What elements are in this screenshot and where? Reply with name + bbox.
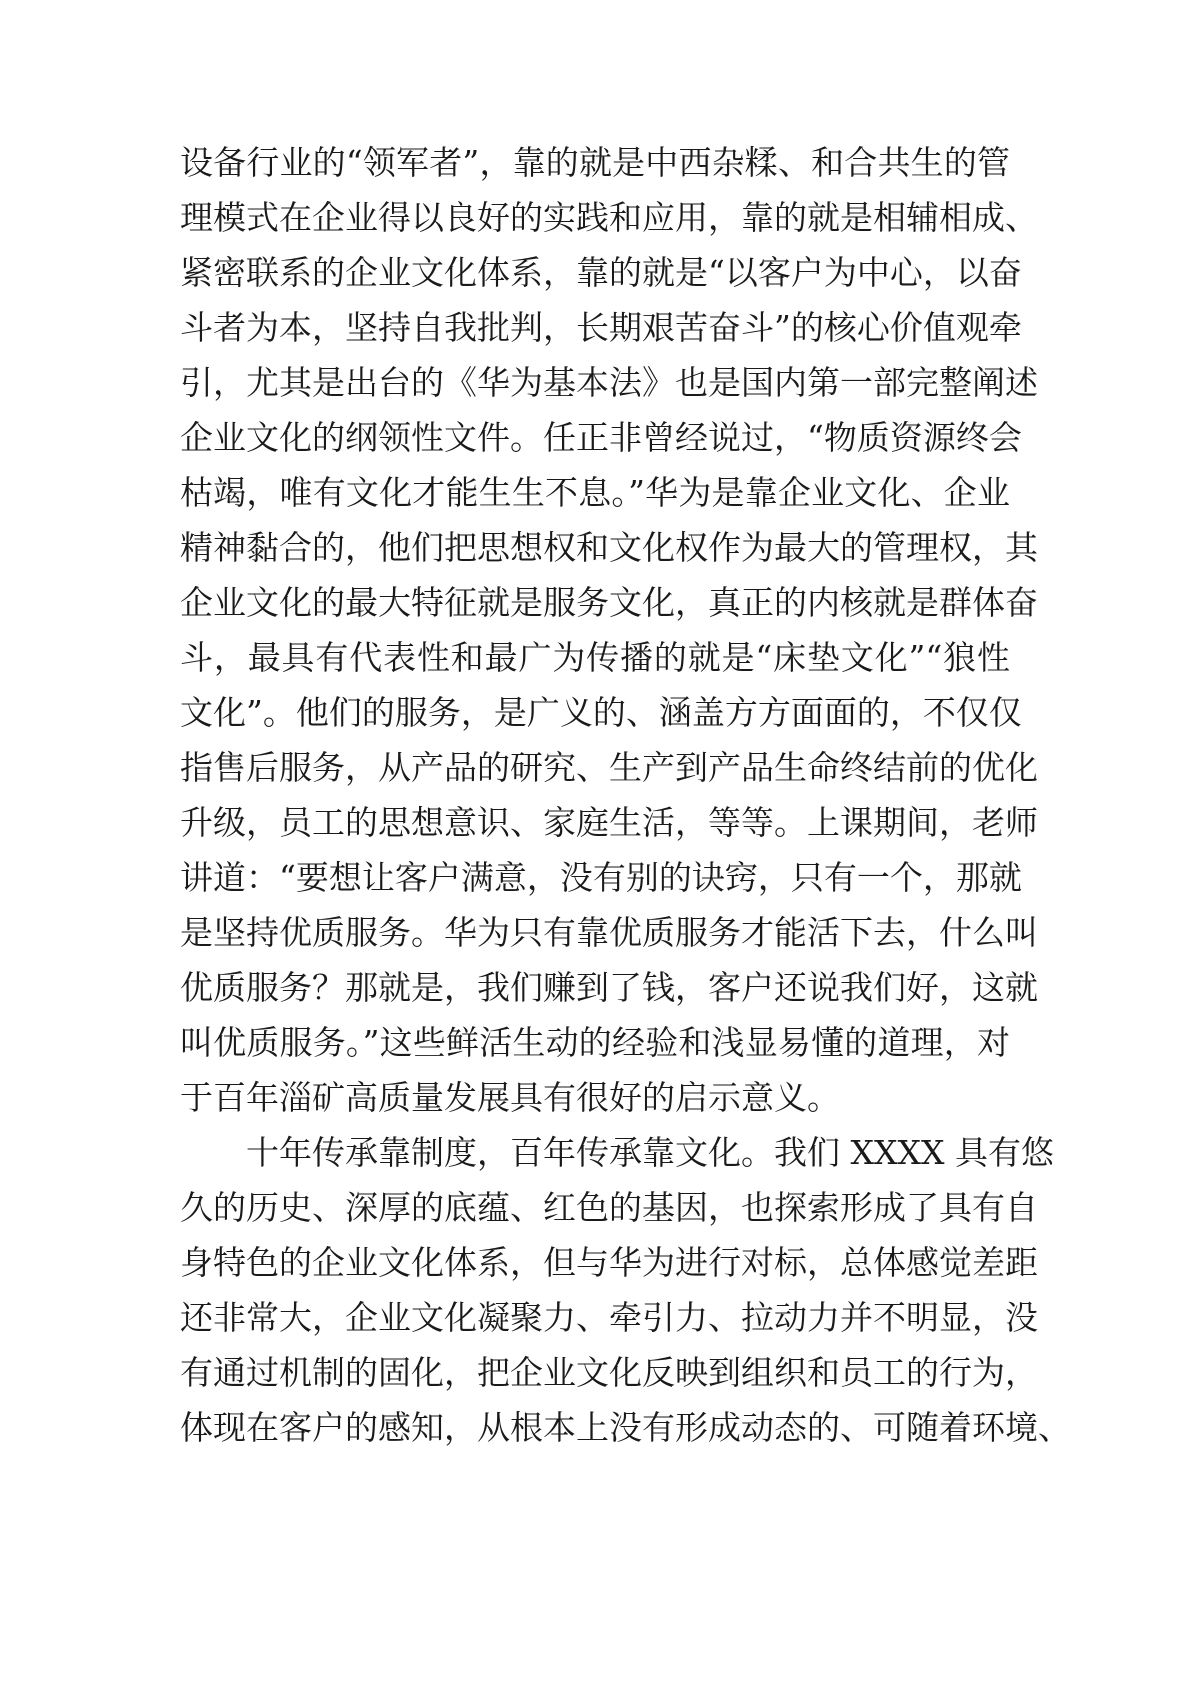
- text-line: 久的历史、深厚的底蕴、红色的基因，也探索形成了具有自: [180, 1188, 1038, 1227]
- text-line: 叫优质服务。”这些鲜活生动的经验和浅显易懂的道理，对: [180, 1023, 1010, 1062]
- text-line: 升级，员工的思想意识、家庭生活，等等。上课期间，老师: [180, 803, 1038, 842]
- text-line: 优质服务？那就是，我们赚到了钱，客户还说我们好，这就: [180, 968, 1038, 1007]
- text-line: 有通过机制的固化，把企业文化反映到组织和员工的行为，: [180, 1353, 1038, 1392]
- text-line: 于百年淄矿高质量发展具有很好的启示意义。: [180, 1078, 840, 1117]
- text-line: 引，尤其是出台的《华为基本法》也是国内第一部完整阐述: [180, 363, 1038, 402]
- text-line: 企业文化的最大特征就是服务文化，真正的内核就是群体奋: [180, 583, 1038, 622]
- text-line: 身特色的企业文化体系，但与华为进行对标，总体感觉差距: [180, 1243, 1038, 1282]
- text-line: 精神黏合的，他们把思想权和文化权作为最大的管理权，其: [180, 528, 1038, 567]
- text-line: 还非常大，企业文化凝聚力、牵引力、拉动力并不明显，没: [180, 1298, 1038, 1337]
- text-line: 斗者为本，坚持自我批判，长期艰苦奋斗”的核心价值观牵: [180, 308, 1022, 347]
- text-line: 设备行业的“领军者”，靠的就是中西杂糅、和合共生的管: [180, 143, 1010, 182]
- text-line: 斗，最具有代表性和最广为传播的就是“床垫文化”“狼性: [180, 638, 1010, 677]
- text-line: 是坚持优质服务。华为只有靠优质服务才能活下去，什么叫: [180, 913, 1038, 952]
- text-line: 讲道：“要想让客户满意，没有别的诀窍，只有一个，那就: [180, 858, 1022, 897]
- text-line: 枯竭，唯有文化才能生生不息。”华为是靠企业文化、企业: [180, 473, 1010, 512]
- text-line: 十年传承靠制度，百年传承靠文化。我们 XXXX 具有悠: [246, 1133, 1054, 1172]
- text-line: 企业文化的纲领性文件。任正非曾经说过，“物质资源终会: [180, 418, 1022, 457]
- text-line: 体现在客户的感知，从根本上没有形成动态的、可随着环境、: [180, 1408, 1071, 1447]
- text-line: 文化”。他们的服务，是广义的、涵盖方方面面的，不仅仅: [180, 693, 1022, 732]
- text-line: 紧密联系的企业文化体系，靠的就是“以客户为中心，以奋: [180, 253, 1022, 292]
- text-line: 指售后服务，从产品的研究、生产到产品生命终结前的优化: [180, 748, 1038, 787]
- text-line: 理模式在企业得以良好的实践和应用，靠的就是相辅相成、: [180, 198, 1038, 237]
